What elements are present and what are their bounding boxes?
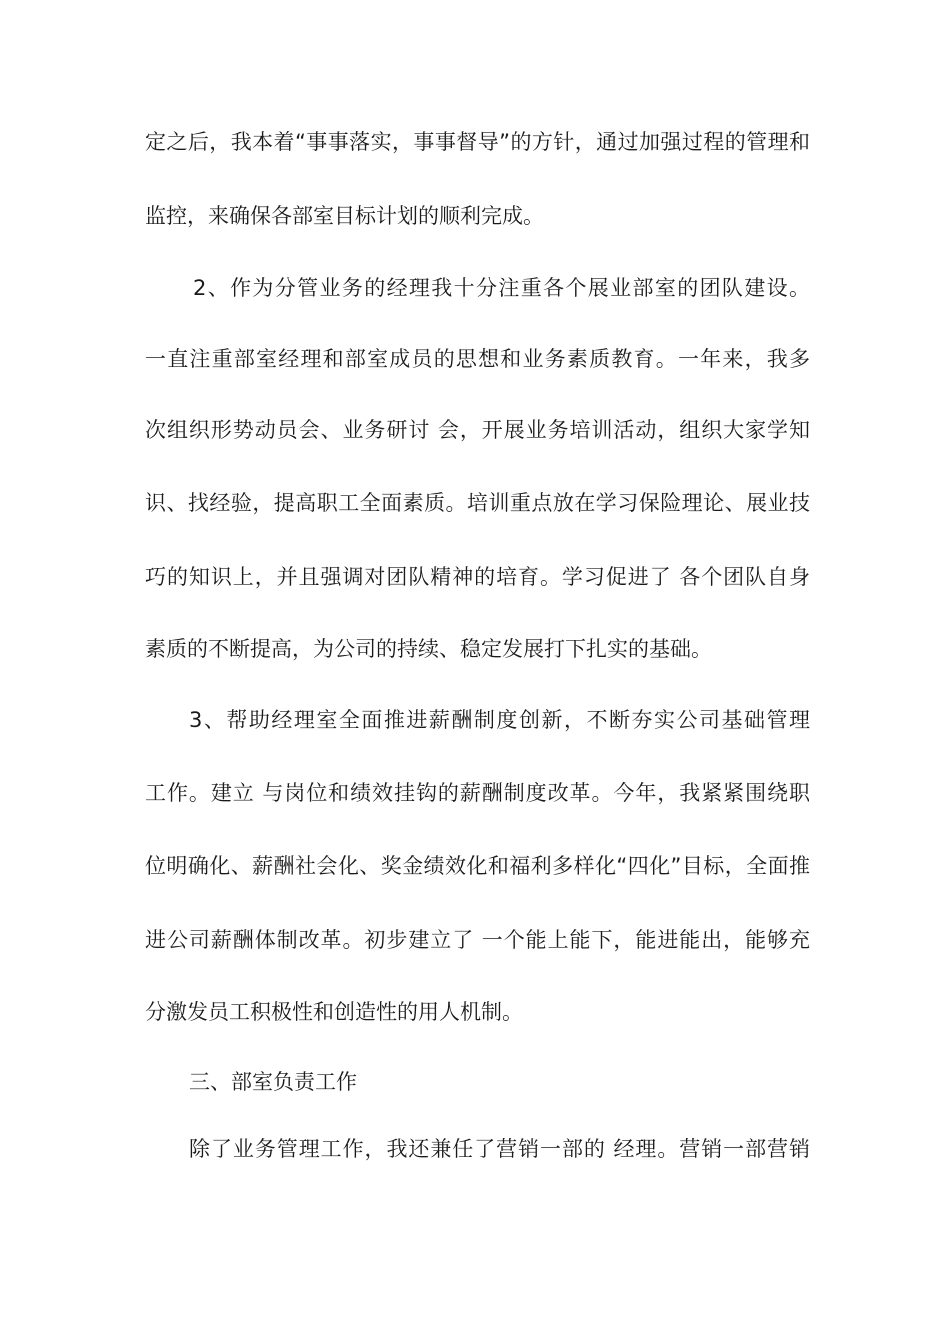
paragraph-line: 分激发员工积极性和创造性的用人机制。 bbox=[145, 1000, 523, 1024]
section-heading: 三、部室负责工作 bbox=[189, 1070, 357, 1094]
paragraph-line: 3、帮助经理室全面推进薪酬制度创新，不断夯实公司基础管理 bbox=[189, 708, 810, 732]
paragraph-line: 2、作为分管业务的经理我十分注重各个展业部室的团队建设。 bbox=[193, 276, 810, 300]
paragraph-line: 一直注重部室经理和部室成员的思想和业务素质教育。一年来，我多 bbox=[145, 347, 810, 371]
paragraph-line: 位明确化、薪酬社会化、奖金绩效化和福利多样化“四化”目标，全面推 bbox=[145, 854, 810, 878]
paragraph-line: 巧的知识上，并且强调对团队精神的培育。学习促进了 各个团队自身 bbox=[145, 565, 810, 589]
paragraph-line: 素质的不断提高，为公司的持续、稳定发展打下扎实的基础。 bbox=[145, 637, 712, 661]
paragraph-line: 监控，来确保各部室目标计划的顺利完成。 bbox=[145, 204, 544, 228]
paragraph-line: 次组织形势动员会、业务研讨 会，开展业务培训活动，组织大家学知 bbox=[145, 418, 810, 442]
paragraph-line: 识、找经验，提高职工全面素质。培训重点放在学习保险理论、展业技 bbox=[145, 491, 810, 515]
paragraph-line: 定之后，我本着“事事落实，事事督导”的方针，通过加强过程的管理和 bbox=[145, 130, 810, 154]
paragraph-line: 工作。建立 与岗位和绩效挂钩的薪酬制度改革。今年，我紧紧围绕职 bbox=[145, 781, 810, 805]
paragraph-line: 除了业务管理工作，我还兼任了营销一部的 经理。营销一部营销 bbox=[189, 1137, 810, 1161]
paragraph-line: 进公司薪酬体制改革。初步建立了 一个能上能下，能进能出，能够充 bbox=[145, 928, 810, 952]
